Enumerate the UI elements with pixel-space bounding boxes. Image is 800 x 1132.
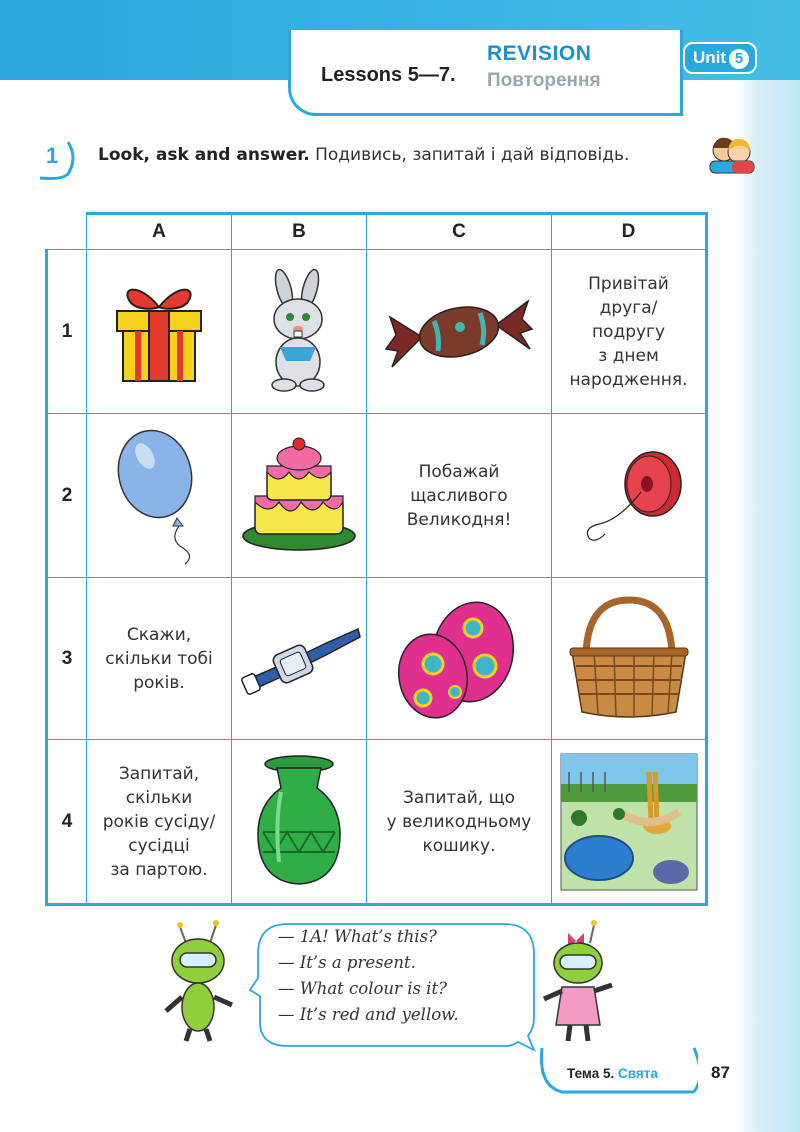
cell-2c <box>367 414 552 578</box>
basket-icon <box>564 594 694 724</box>
dialogue-line-3: — What colour is it? <box>278 979 447 998</box>
topic-label: Тема 5. <box>567 1066 615 1081</box>
yo-yo-icon <box>569 446 689 546</box>
zoo-icon <box>559 752 699 892</box>
alien-girl-icon <box>538 915 618 1045</box>
cell-3a-text: Скажи, скільки тобі років. <box>105 624 213 693</box>
cell-3a <box>87 578 232 740</box>
gift-box-icon <box>109 277 209 387</box>
cell-2b <box>232 414 367 578</box>
row-header-1: 1 <box>47 250 87 414</box>
cell-2c-text: Побажай щасливого Великодня! <box>406 461 512 530</box>
column-header-a: A <box>87 214 232 250</box>
lessons-label: Lessons 5—7. <box>321 64 456 86</box>
easter-eggs-icon <box>389 594 529 724</box>
cell-4a <box>87 740 232 905</box>
pair-work-icon <box>706 130 756 176</box>
dialogue <box>278 924 459 1028</box>
grid-corner <box>47 214 87 250</box>
column-header-d: D <box>552 214 707 250</box>
footer-topic <box>567 1066 658 1081</box>
cell-4d <box>552 740 707 905</box>
cell-1b <box>232 250 367 414</box>
page-number: 87 <box>711 1063 730 1082</box>
watch-icon <box>236 619 362 699</box>
unit-number: 5 <box>729 49 749 69</box>
dialogue-line-2: — It’s a present. <box>278 953 416 972</box>
cell-2d <box>552 414 707 578</box>
exercise-grid <box>45 212 705 903</box>
cell-4c <box>367 740 552 905</box>
cell-3b <box>232 578 367 740</box>
instruction-bold: Look, ask and answer. <box>98 145 310 165</box>
exercise-number: 1 <box>38 138 74 178</box>
revision-subtitle: Повторення <box>487 70 601 91</box>
page-edge-strip <box>735 80 800 1132</box>
column-header-b: B <box>232 214 367 250</box>
revision-title: REVISION <box>487 42 592 65</box>
cell-1d-text: Привітай друга/ подругу з днем народження. <box>569 273 688 390</box>
cell-4a-text: Запитай, скільки років сусіду/ сусідці за партою. <box>102 763 216 880</box>
cell-4b <box>232 740 367 905</box>
balloon-icon <box>109 426 209 566</box>
column-header-c: C <box>367 214 552 250</box>
cell-4c-text: Запитай, що у великодньому кошику. <box>386 787 532 856</box>
bunny-icon <box>254 267 344 397</box>
cell-1c <box>367 250 552 414</box>
dialogue-line-4: — It’s red and yellow. <box>278 1005 459 1024</box>
topic-name: Свята <box>618 1066 658 1081</box>
alien-boy-icon <box>160 915 240 1045</box>
instruction-text: Подивись, запитай і дай відповідь. <box>315 145 630 165</box>
cell-2a <box>87 414 232 578</box>
dialogue-line-1: — 1A! What’s this? <box>278 927 437 946</box>
cell-3c <box>367 578 552 740</box>
lesson-header <box>288 30 683 116</box>
cake-icon <box>239 436 359 556</box>
cell-1a <box>87 250 232 414</box>
exercise-instruction <box>98 143 658 168</box>
vase-icon <box>249 752 349 892</box>
unit-label: Unit <box>693 48 727 67</box>
candy-icon <box>384 287 534 377</box>
unit-badge <box>683 42 757 74</box>
row-header-2: 2 <box>47 414 87 578</box>
cell-3d <box>552 578 707 740</box>
row-header-3: 3 <box>47 578 87 740</box>
row-header-4: 4 <box>47 740 87 905</box>
cell-1d <box>552 250 707 414</box>
